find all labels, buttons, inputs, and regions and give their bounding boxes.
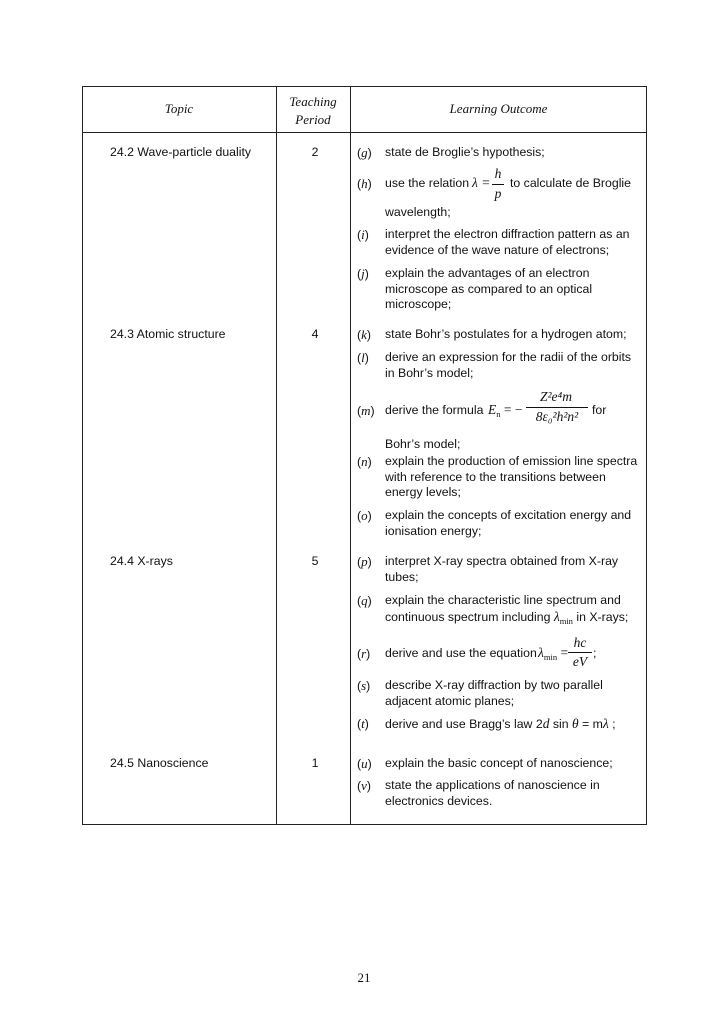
- outcome-tag-p: (p): [357, 554, 372, 569]
- formula-h-numerator: h: [494, 166, 502, 181]
- formula-lambda-lhs: λ =: [472, 175, 491, 190]
- period-24-2: 2: [311, 145, 319, 159]
- outcome-q: explain the characteristic line spectrum and continuous spectrum including $\lambda_{min}$ in X-rays;: [385, 593, 629, 626]
- outcome-tag-g: (g): [357, 145, 372, 160]
- period-24-4: 5: [311, 554, 319, 568]
- formula-energy-denominator: 8ε₀²h²n²: [535, 409, 579, 424]
- topic-24-3: 24.3 Atomic structure: [110, 327, 226, 341]
- outcome-tag-t: (t): [357, 716, 369, 731]
- outcome-o: explain the concepts of excitation energy and ionisation energy;: [385, 508, 632, 538]
- fraction-bar: [526, 407, 588, 408]
- outcome-m-post: for: [592, 403, 607, 417]
- outcome-tag-l: (l): [357, 350, 369, 365]
- period-24-5: 1: [311, 756, 319, 770]
- topic-24-5: 24.5 Nanoscience: [110, 756, 209, 770]
- outcome-h-cont: wavelength;: [385, 205, 451, 219]
- column-divider-topic: [276, 86, 277, 825]
- outcome-v: state the applications of nanoscience in electronics devices.: [385, 778, 600, 808]
- header-topic: Topic: [164, 101, 194, 116]
- formula-energy-lhs: $E_n$ = −: [488, 402, 523, 419]
- outcome-tag-n: (n): [357, 454, 372, 469]
- header-teaching: Teaching: [289, 94, 337, 109]
- outcome-h-post: to calculate de Broglie: [510, 176, 631, 190]
- outcome-tag-o: (o): [357, 508, 372, 523]
- outcome-tag-r: (r): [357, 646, 371, 661]
- formula-energy-numerator: Z²e⁴m: [540, 389, 572, 404]
- outcome-j: explain the advantages of an electron microscope as compared to an optical microscope;: [385, 266, 593, 311]
- outcome-t: derive and use Bragg’s law 2d sin θ = mλ ;: [385, 716, 616, 731]
- outcome-g: state de Broglie’s hypothesis;: [385, 145, 545, 159]
- header-period: Period: [295, 112, 331, 127]
- outcome-tag-m: (m): [357, 403, 375, 418]
- formula-hc-numerator: hc: [573, 635, 587, 650]
- header-learning-outcome: Learning Outcome: [449, 101, 548, 116]
- outcome-p: interpret X-ray spectra obtained from X-ray tubes;: [385, 554, 619, 584]
- outcome-tag-i: (i): [357, 227, 369, 242]
- outcome-i: interpret the electron diffraction pattern as an evidence of the wave nature of electrons;: [385, 227, 630, 257]
- header-divider: [82, 132, 647, 133]
- outcome-u: explain the basic concept of nanoscience;: [385, 756, 613, 770]
- outcome-r-pre: derive and use the equation: [385, 646, 537, 660]
- column-divider-period: [350, 86, 351, 825]
- formula-ev-denominator: eV: [572, 654, 588, 669]
- page-number: 21: [357, 970, 371, 985]
- outcome-tag-j: (j): [357, 266, 369, 281]
- outcome-s: describe X-ray diffraction by two parallel adjacent atomic planes;: [385, 678, 603, 708]
- period-24-3: 4: [311, 327, 319, 341]
- outcome-tag-u: (u): [357, 756, 372, 771]
- outcome-tag-q: (q): [357, 593, 372, 608]
- outcome-tag-v: (v): [357, 778, 371, 793]
- outcome-tag-s: (s): [357, 678, 371, 693]
- fraction-bar: [568, 652, 592, 653]
- outcome-h-pre: use the relation: [385, 176, 470, 190]
- outcome-m-cont: Bohr’s model;: [385, 437, 461, 451]
- outcome-r-post: ;: [593, 646, 597, 660]
- outcome-k: state Bohr’s postulates for a hydrogen atom;: [385, 327, 627, 341]
- outcome-tag-h: (h): [357, 176, 372, 191]
- outcome-m-pre: derive the formula: [385, 403, 484, 417]
- outcome-n: explain the production of emission line spectra with reference to the transitions between energy levels;: [385, 454, 638, 499]
- formula-lambda-min-lhs: $\lambda_{min}$ =: [538, 645, 569, 662]
- outcome-l: derive an expression for the radii of the orbits in Bohr’s model;: [385, 350, 632, 380]
- fraction-bar: [492, 184, 504, 185]
- formula-h-denominator: p: [494, 186, 502, 201]
- topic-24-2: 24.2 Wave-particle duality: [110, 145, 252, 159]
- outcome-tag-k: (k): [357, 327, 371, 342]
- topic-24-4: 24.4 X-rays: [110, 554, 173, 568]
